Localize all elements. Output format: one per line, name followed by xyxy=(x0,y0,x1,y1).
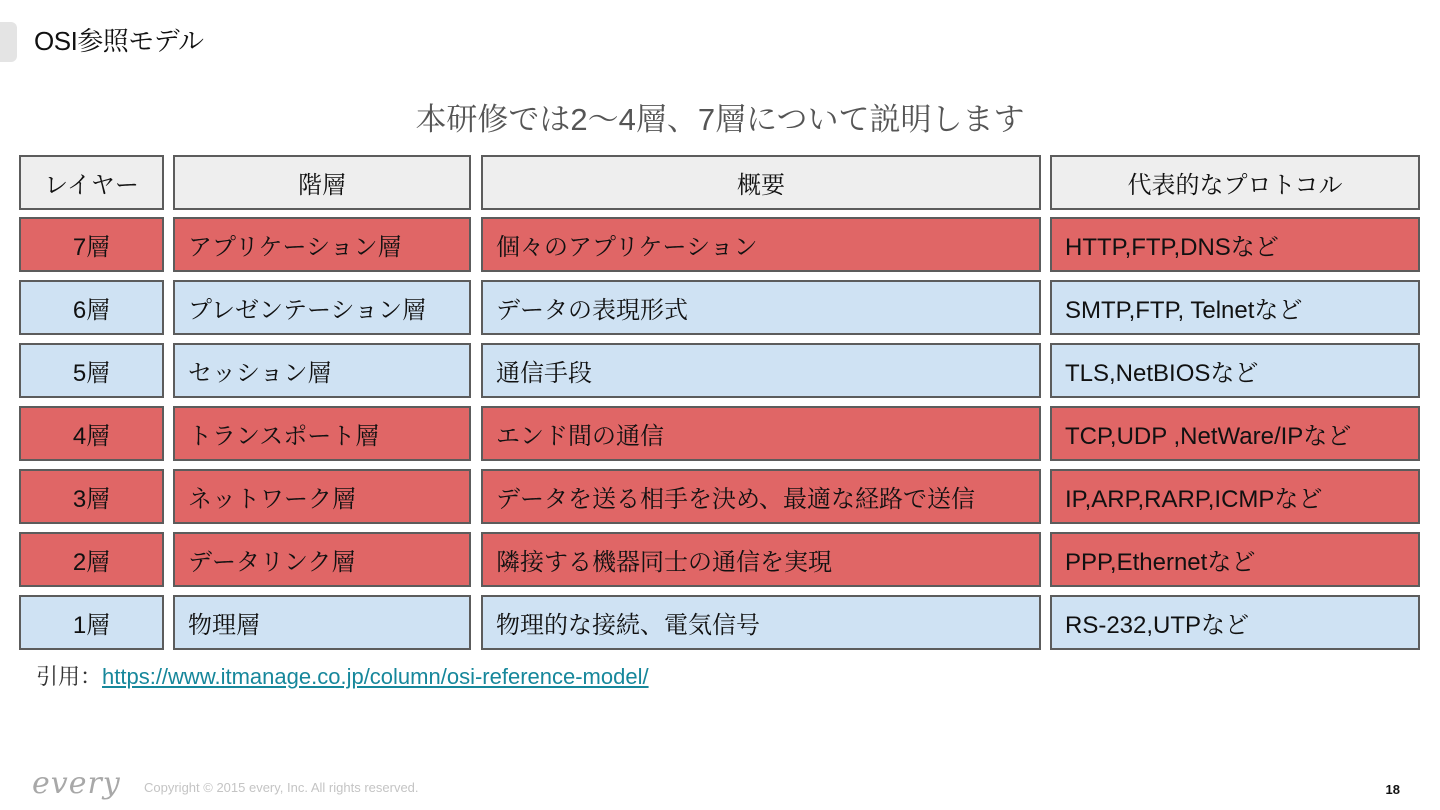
table-row-layer: 3層 xyxy=(19,469,164,524)
table-row-name: セッション層 xyxy=(173,343,471,398)
header-layer: レイヤー xyxy=(19,155,164,210)
table-row-name: アプリケーション層 xyxy=(173,217,471,272)
table-row-name: トランスポート層 xyxy=(173,406,471,461)
table-row-name: ネットワーク層 xyxy=(173,469,471,524)
table-row-summary: 物理的な接続、電気信号 xyxy=(481,595,1041,650)
table-row-layer: 4層 xyxy=(19,406,164,461)
header-level: 階層 xyxy=(173,155,471,210)
table-row-summary: 個々のアプリケーション xyxy=(481,217,1041,272)
citation-label: 引用： xyxy=(36,664,103,689)
table-row-name: データリンク層 xyxy=(173,532,471,587)
slide-title: OSI参照モデル xyxy=(34,26,204,56)
table-row-protocols: TLS,NetBIOSなど xyxy=(1050,343,1420,398)
table-row-protocols: PPP,Ethernetなど xyxy=(1050,532,1420,587)
table-row-name: 物理層 xyxy=(173,595,471,650)
table-row-summary: 通信手段 xyxy=(481,343,1041,398)
table-row-summary: 隣接する機器同士の通信を実現 xyxy=(481,532,1041,587)
every-logo: every xyxy=(32,766,121,801)
table-row-summary: データの表現形式 xyxy=(481,280,1041,335)
table-row-protocols: SMTP,FTP, Telnetなど xyxy=(1050,280,1420,335)
citation xyxy=(36,662,649,692)
copyright-text: Copyright © 2015 every, Inc. All rights reserved. xyxy=(144,780,419,795)
page-number: 18 xyxy=(1385,782,1400,797)
table-row-protocols: HTTP,FTP,DNSなど xyxy=(1050,217,1420,272)
table-row-summary: データを送る相手を決め、最適な経路で送信 xyxy=(481,469,1041,524)
table-row-name: プレゼンテーション層 xyxy=(173,280,471,335)
slide-subtitle: 本研修では2～4層、7層について説明します xyxy=(415,102,1025,137)
table-row-layer: 5層 xyxy=(19,343,164,398)
table-row-protocols: TCP,UDP ,NetWare/IPなど xyxy=(1050,406,1420,461)
table-row-layer: 1層 xyxy=(19,595,164,650)
citation-link[interactable]: https://www.itmanage.co.jp/column/osi-reference-model/ xyxy=(102,664,649,689)
table-row-protocols: IP,ARP,RARP,ICMPなど xyxy=(1050,469,1420,524)
title-accent-tab xyxy=(0,22,17,62)
header-protocols: 代表的なプロトコル xyxy=(1050,155,1420,210)
table-row-protocols: RS-232,UTPなど xyxy=(1050,595,1420,650)
table-row-layer: 6層 xyxy=(19,280,164,335)
table-row-layer: 7層 xyxy=(19,217,164,272)
table-row-layer: 2層 xyxy=(19,532,164,587)
table-row-summary: エンド間の通信 xyxy=(481,406,1041,461)
header-summary: 概要 xyxy=(481,155,1041,210)
